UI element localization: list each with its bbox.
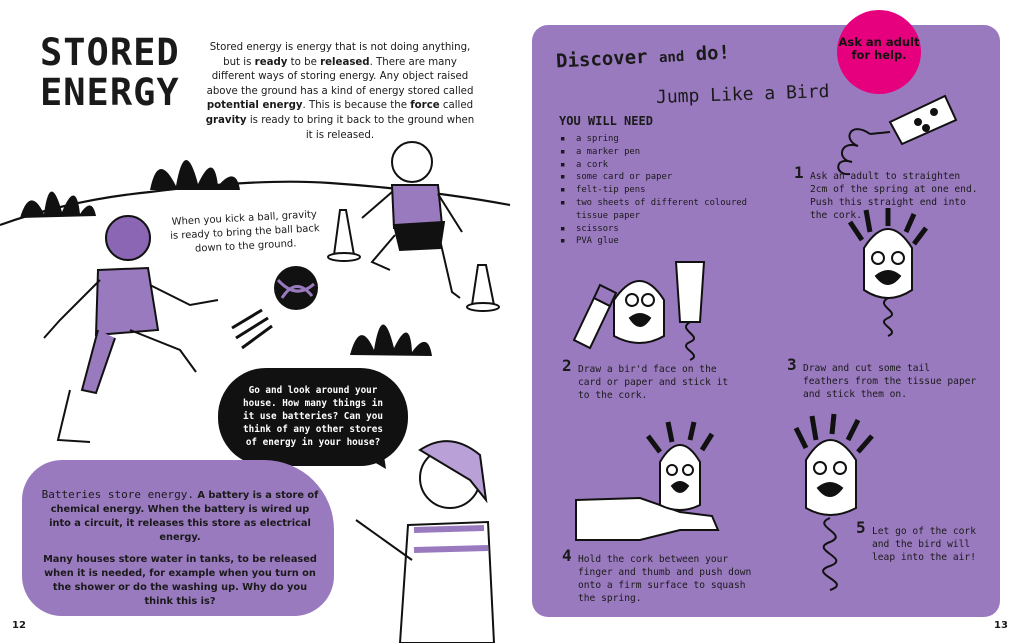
step-number: 3 [787, 355, 797, 374]
and-word: and [658, 48, 685, 67]
discover-word: Discover [555, 45, 649, 73]
intro-text: is ready to bring it back to the ground when it is released. [246, 114, 475, 141]
cork-spring-illustration [838, 96, 956, 174]
step-text: Ask an adult to straighten 2cm of the spring at one end. Push this straight end into the cork. [810, 171, 978, 221]
list-item: ▪ some card or paper [560, 171, 760, 184]
step-number: 4 [562, 546, 572, 565]
battery-lead: Batteries store energy. [41, 488, 194, 501]
page-number-left: 12 [12, 620, 26, 631]
step-3 [787, 355, 978, 401]
intro-bold: ready [254, 56, 288, 68]
step-1 [794, 163, 980, 222]
water-paragraph: Many houses store water in tanks, to be released when it is needed, for example when you turn on the shower or do the washing up. Why do you think this is? [43, 554, 317, 607]
intro-text: Stored energy is energy that is not doing anything, but is [209, 42, 471, 68]
step-number: 5 [856, 518, 866, 537]
intro-text: to be [287, 56, 321, 68]
intro-text: called [439, 100, 474, 112]
step-5 [856, 518, 990, 564]
step-number: 1 [794, 163, 804, 182]
title-line-2: ENERGY [40, 71, 180, 114]
you-will-need-heading: YOU WILL NEED [559, 114, 653, 128]
list-item: ▪ felt-tip pens [560, 184, 760, 197]
bird-illustration [850, 208, 926, 336]
step-4 [562, 546, 758, 605]
intro-bold: potential energy [206, 100, 303, 112]
cork-spring-illustration [676, 262, 704, 360]
step-number: 2 [562, 356, 572, 375]
bird-face-card-illustration [614, 281, 664, 343]
intro-text: . This is because the [302, 100, 411, 112]
list-item: ▪ a spring [560, 133, 760, 146]
list-item: ▪ a marker pen [560, 146, 760, 159]
kick-caption: When you kick a ball, gravity is ready to bring the ball back down to the ground. [169, 209, 320, 255]
intro-text: . There are many different ways of storing energy. Any object raised above the ground has a kind of energy stored called [206, 56, 474, 97]
step-text: Hold the cork between your finger and thumb and push down onto a firm surface to squash the spring. [578, 554, 752, 604]
title-line-1: STORED [40, 31, 180, 74]
do-word: do! [695, 41, 731, 66]
list-item: ▪ a cork [560, 159, 760, 172]
step-text: Draw and cut some tail feathers from the tissue paper and stick them on. [803, 363, 977, 400]
speech-bubble: Go and look around your house. How many things in it use batteries? Can you think of any other stores of energy in your house? [218, 368, 408, 466]
intro-bold: force [410, 100, 440, 112]
hand-squashing-bird-illustration [576, 422, 718, 540]
adult-help-badge: Ask an adult for help. [837, 10, 921, 94]
intro-bold: gravity [205, 114, 247, 126]
list-item: ▪ two sheets of different coloured tissue paper [560, 197, 760, 223]
battery-body: A battery is a store of chemical energy. When the battery is wired up into a circuit, it releases this store as electrical energy. [49, 490, 319, 543]
page-number-right: 13 [994, 620, 1008, 631]
list-item: ▪ scissors [560, 223, 760, 236]
list-item: ▪ PVA glue [560, 235, 760, 248]
step-text: Draw a bir'd face on the card or paper and stick it to the cork. [578, 364, 729, 401]
jumping-bird-illustration [796, 414, 872, 590]
step-2 [562, 356, 738, 402]
step-text: Let go of the cork and the bird will leap into the air! [872, 526, 976, 563]
intro-bold: released [320, 56, 370, 68]
marker-pen-illustration [574, 285, 616, 348]
activity-title: Jump Like a Bird [655, 80, 830, 109]
